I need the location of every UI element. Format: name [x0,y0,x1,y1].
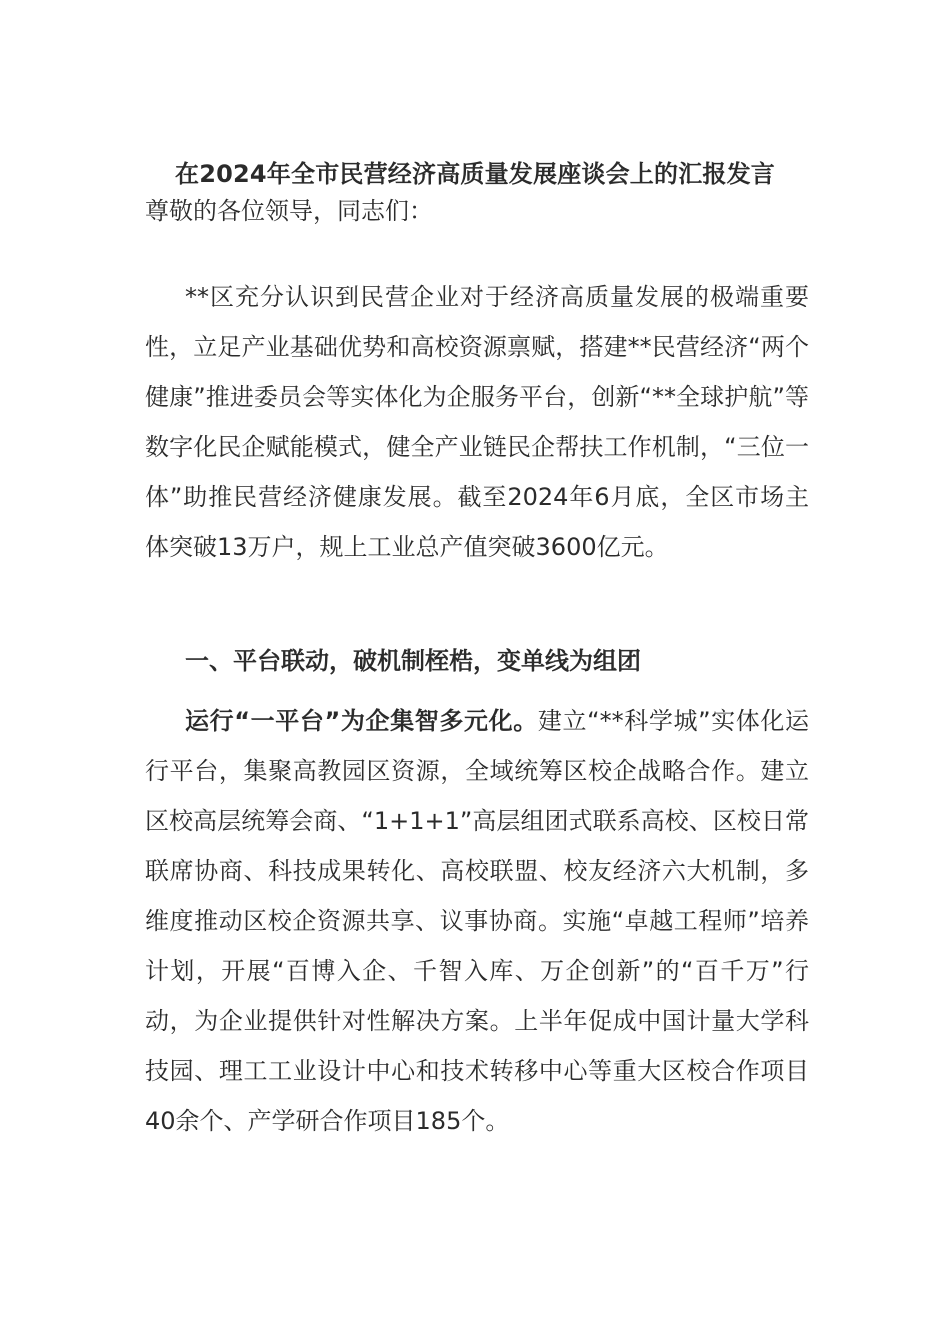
paragraph-lead: 运行“一平台”为企集智多元化。 [185,707,538,735]
paragraph-body: 建立“**科学城”实体化运行平台，集聚高教园区资源，全域统筹区校企战略合作。建立区校高层统筹会商、“1+1+1”高层组团式联系高校、区校日常联席协商、科技成果转化、高校联盟、校友经济六大机制，多维度推动区校企资源共享、议事协商。实施“卓越工程师”培养计划，开展“百博入企、千智入库、万企创新”的“百千万”行动，为企业提供针对性解决方案。上半年促成中国计量大学科技园、理工工业设计中心和技术转移中心等重大区校合作项目40余个、产学研合作项目185个。 [145,707,810,1135]
section-heading-1: 一、平台联动，破机制桎梏，变单线为组团 [185,647,641,675]
document-title: 在2024年全市民营经济高质量发展座谈会上的汇报发言 [175,160,775,188]
paragraph-platform [145,696,809,1146]
paragraph-intro: **区充分认识到民营企业对于经济高质量发展的极端重要性，立足产业基础优势和高校资源禀赋，搭建**民营经济“两个健康”推进委员会等实体化为企服务平台，创新“**全球护航”等数字化民企赋能模式，健全产业链民企帮扶工作机制，“三位一体”助推民营经济健康发展。截至2024年6月底，全区市场主体突破13万户，规上工业总产值突破3600亿元。 [145,283,809,561]
salutation: 尊敬的各位领导，同志们： [145,197,433,225]
